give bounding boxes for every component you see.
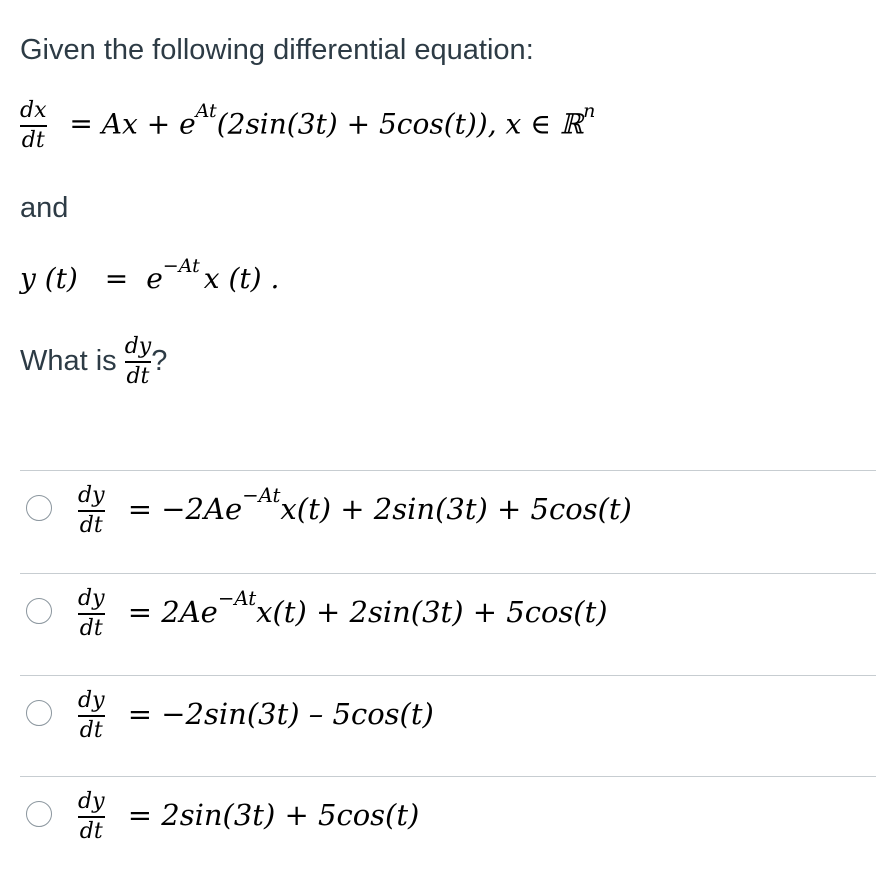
prompt-text: What is — [20, 345, 117, 378]
equals-sign: = — [69, 107, 102, 141]
answer-option-3[interactable] — [20, 676, 876, 776]
option-expression-tail: x(t) + 2sin(3t) + 5cos(t) — [280, 491, 632, 526]
equals-sign: = — [104, 262, 129, 295]
dy-dt-fraction — [78, 485, 105, 537]
radio-button[interactable] — [26, 598, 52, 624]
x-of-t: x (t) . — [203, 262, 280, 295]
dy-dt-fraction — [78, 690, 105, 742]
option-expression: = −2sin(3t) – 5cos(t) — [127, 696, 434, 731]
radio-button[interactable] — [26, 801, 52, 827]
domain-statement: x ∈ ℝ — [496, 107, 584, 141]
exp-power: At — [195, 100, 217, 123]
question-mark: ? — [151, 345, 168, 378]
fraction-numerator: dy — [78, 483, 105, 508]
option-expression: = 2Ae — [127, 594, 218, 629]
fraction-denominator: dt — [126, 363, 150, 389]
output-equation — [20, 254, 280, 295]
dy-dt-fraction — [78, 588, 105, 640]
fraction-numerator: dx — [20, 98, 47, 123]
fraction-denominator: dt — [21, 127, 45, 153]
forcing-term: (2sin(3t) + 5cos(t)), — [216, 107, 497, 141]
exp-power: −At — [162, 254, 200, 277]
term-ax: Ax — [101, 107, 138, 141]
exp-power: −At — [242, 484, 281, 507]
dy-dt-fraction — [125, 336, 152, 388]
radio-button[interactable] — [26, 700, 52, 726]
dy-dt-fraction — [78, 791, 105, 843]
answer-option-1[interactable] — [20, 471, 876, 571]
question-prompt — [20, 336, 167, 388]
fraction-denominator: dt — [79, 615, 103, 641]
fraction-denominator: dt — [79, 818, 103, 844]
radio-button[interactable] — [26, 495, 52, 521]
exp-power: −At — [217, 587, 257, 610]
fraction-denominator: dt — [79, 512, 103, 538]
fraction-numerator: dy — [124, 334, 152, 359]
fraction-denominator: dt — [79, 717, 103, 743]
option-expression: = −2Ae — [127, 491, 243, 526]
option-expression-tail: x(t) + 2sin(3t) + 5cos(t) — [256, 594, 608, 629]
differential-equation — [20, 100, 595, 152]
exp-base: e — [179, 107, 196, 141]
exp-base: e — [146, 262, 163, 295]
answer-option-2[interactable] — [20, 574, 876, 674]
fraction-numerator: dy — [78, 586, 105, 611]
plus-sign: + — [137, 107, 180, 141]
y-of-t: y (t) — [20, 262, 78, 295]
fraction-numerator: dy — [78, 789, 105, 814]
dx-dt-fraction — [20, 100, 47, 152]
and-label: and — [20, 192, 69, 224]
fraction-numerator: dy — [78, 688, 105, 713]
domain-exponent: n — [583, 100, 596, 123]
option-expression: = 2sin(3t) + 5cos(t) — [127, 797, 420, 832]
question-intro: Given the following differential equation: — [20, 34, 534, 66]
answer-option-4[interactable] — [20, 777, 876, 877]
